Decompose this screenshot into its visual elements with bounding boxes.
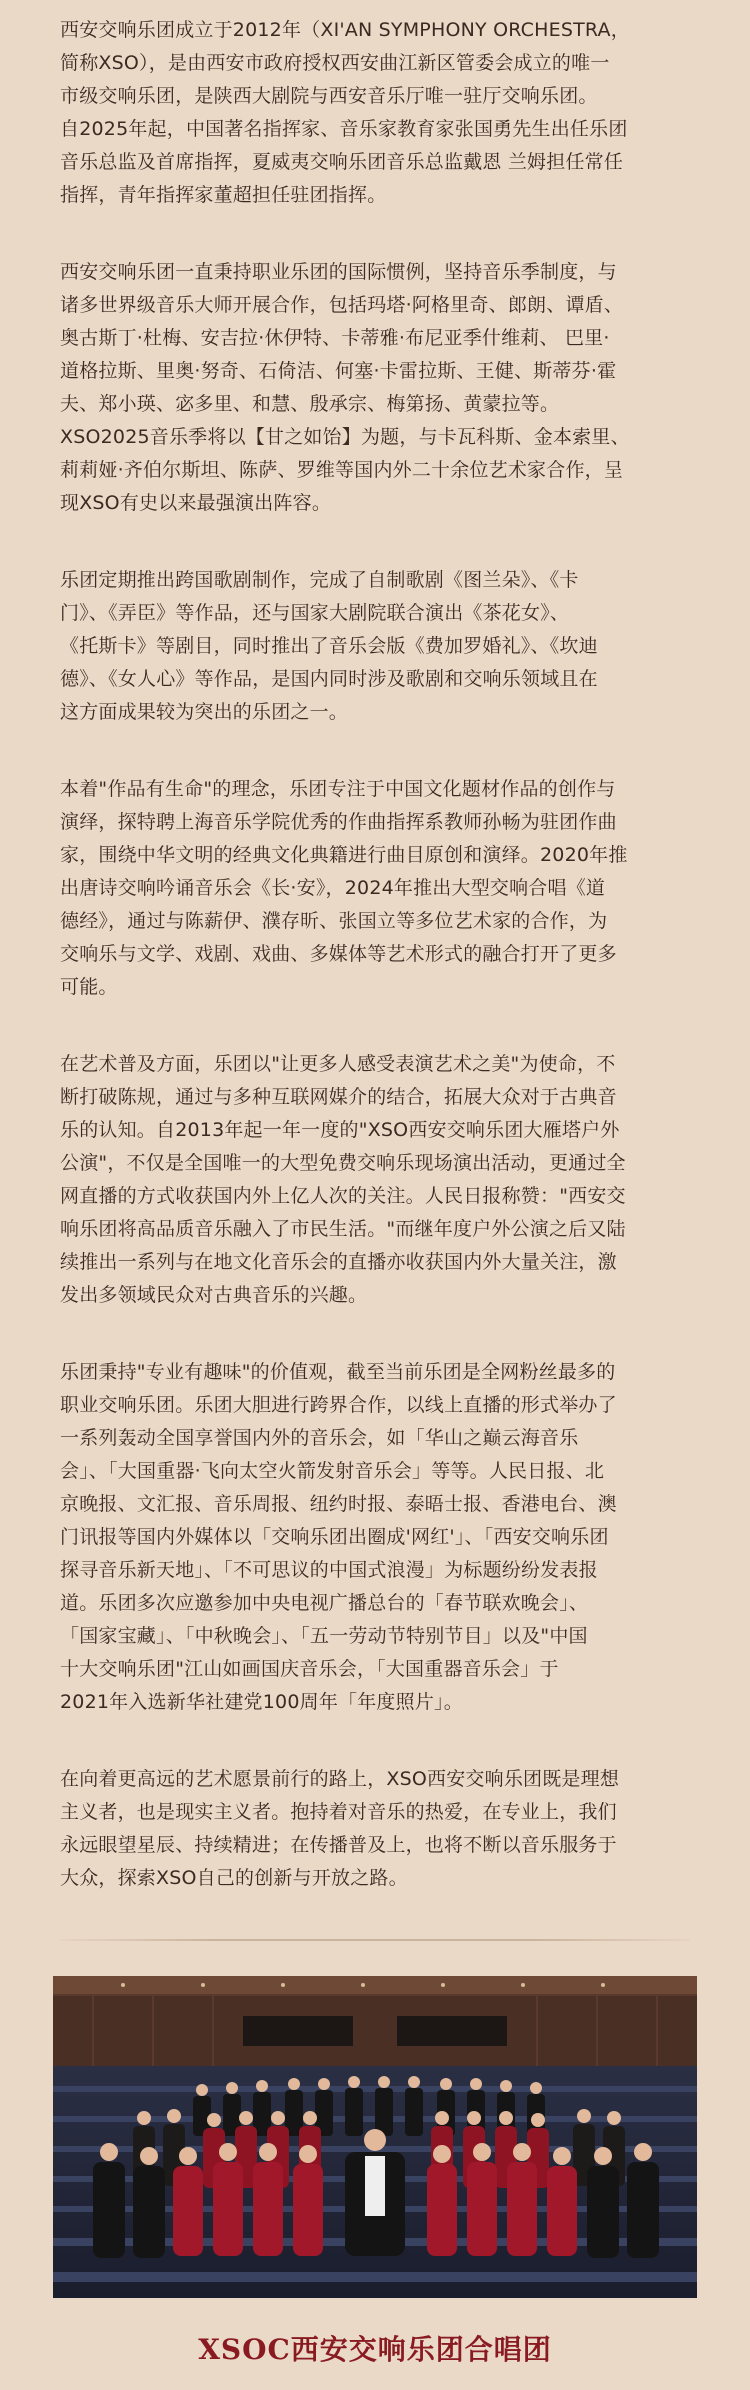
paragraph-line: 德经》，通过与陈薪伊、濮存昕、张国立等多位艺术家的合作，为 bbox=[60, 910, 608, 932]
paragraph-line: 公演"，不仅是全国唯一的大型免费交响乐现场演出活动，更通过全 bbox=[60, 1152, 626, 1174]
paragraph-line: 家，围绕中华文明的经典文化典籍进行曲目原创和演绎。2020年推 bbox=[60, 844, 628, 866]
paragraph-line: 门》、《弄臣》等作品，还与国家大剧院联合演出《茶花女》、 bbox=[60, 602, 570, 624]
paragraph-line: 大众，探索XSO自己的创新与开放之路。 bbox=[60, 1867, 408, 1889]
divider bbox=[60, 1939, 690, 1941]
paragraph-line: 西安交响乐团成立于2012年（XI'AN SYMPHONY ORCHESTRA， bbox=[60, 19, 630, 41]
paragraph-line: 奥古斯丁·杜梅、安吉拉·休伊特、卡蒂雅·布尼亚季什维莉、 巴里· bbox=[60, 327, 610, 349]
article-paragraph bbox=[60, 773, 690, 1004]
paragraph-line: 本着"作品有生命"的理念，乐团专注于中国文化题材作品的创作与 bbox=[60, 778, 616, 800]
paragraph-line: 十大交响乐团"江山如画国庆音乐会，「大国重器音乐会」于 bbox=[60, 1658, 559, 1680]
paragraph-line: 续推出一系列与在地文化音乐会的直播亦收获国内外大量关注，激 bbox=[60, 1251, 617, 1273]
paragraph-line: 指挥，青年指挥家董超担任驻团指挥。 bbox=[60, 184, 387, 206]
paragraph-line: 永远眼望星辰、持续精进；在传播普及上，也将不断以音乐服务于 bbox=[60, 1834, 617, 1856]
paragraph-line: 现XSO有史以来最强演出阵容。 bbox=[60, 492, 332, 514]
article-paragraph bbox=[60, 14, 690, 212]
paragraph-line: 西安交响乐团一直秉持职业乐团的国际惯例，坚持音乐季制度，与 bbox=[60, 261, 617, 283]
paragraph-line: 诸多世界级音乐大师开展合作，包括玛塔·阿格里奇、郎朗、谭盾、 bbox=[60, 294, 624, 316]
paragraph-line: 道格拉斯、里奥·努奇、石倚洁、何塞·卡雷拉斯、王健、斯蒂芬·霍 bbox=[60, 360, 617, 382]
paragraph-line: 职业交响乐团。乐团大胆进行跨界合作，以线上直播的形式举办了 bbox=[60, 1394, 617, 1416]
concert-hall-photo-illustration bbox=[53, 1976, 697, 2298]
paragraph-line: 可能。 bbox=[60, 976, 118, 998]
paragraph-line: 道。乐团多次应邀参加中央电视广播总台的「春节联欢晚会」、 bbox=[60, 1592, 589, 1614]
paragraph-line: 会」、「大国重器·飞向太空火箭发射音乐会」等等。人民日报、北 bbox=[60, 1460, 605, 1482]
paragraph-line: 京晚报、文汇报、音乐周报、纽约时报、泰晤士报、香港电台、澳 bbox=[60, 1493, 617, 1515]
paragraph-line: 主义者，也是现实主义者。抱持着对音乐的热爱，在专业上，我们 bbox=[60, 1801, 617, 1823]
paragraph-line: 响乐团将高品质音乐融入了市民生活。"而继年度户外公演之后又陆 bbox=[60, 1218, 626, 1240]
paragraph-line: 简称XSO），是由西安市政府授权西安曲江新区管委会成立的唯一 bbox=[60, 52, 610, 74]
paragraph-line: 门讯报等国内外媒体以「交响乐团出圈成'网红'」、「西安交响乐团 bbox=[60, 1526, 609, 1548]
article-paragraph bbox=[60, 564, 690, 729]
paragraph-line: 「国家宝藏」、「中秋晚会」、「五一劳动节特别节目」以及"中国 bbox=[60, 1625, 588, 1647]
paragraph-line: 演绎，探特聘上海音乐学院优秀的作曲指挥系教师孙畅为驻团作曲 bbox=[60, 811, 617, 833]
paragraph-line: 在向着更高远的艺术愿景前行的路上，XSO西安交响乐团既是理想 bbox=[60, 1768, 620, 1790]
article-paragraph bbox=[60, 256, 690, 520]
paragraph-line: 交响乐与文学、戏剧、戏曲、多媒体等艺术形式的融合打开了更多 bbox=[60, 943, 617, 965]
paragraph-line: 《托斯卡》等剧目，同时推出了音乐会版《费加罗婚礼》、《坎迪 bbox=[60, 635, 598, 657]
paragraph-line: 音乐总监及首席指挥，夏威夷交响乐团音乐总监戴恩 兰姆担任常任 bbox=[60, 151, 624, 173]
paragraph-line: XSO2025音乐季将以【甘之如饴】为题，与卡瓦科斯、金本索里、 bbox=[60, 426, 630, 448]
article-paragraph bbox=[60, 1356, 690, 1719]
paragraph-line: 在艺术普及方面，乐团以"让更多人感受表演艺术之美"为使命，不 bbox=[60, 1053, 616, 1075]
paragraph-line: 这方面成果较为突出的乐团之一。 bbox=[60, 701, 349, 723]
paragraph-line: 乐的认知。自2013年起一年一度的"XSO西安交响乐团大雁塔户外 bbox=[60, 1119, 620, 1141]
paragraph-line: 发出多领域民众对古典音乐的兴趣。 bbox=[60, 1284, 368, 1306]
article-body bbox=[60, 14, 690, 1895]
paragraph-line: 莉莉娅·齐伯尔斯坦、陈萨、罗维等国内外二十余位艺术家合作，呈 bbox=[60, 459, 624, 481]
paragraph-line: 夫、郑小瑛、宓多里、和慧、殷承宗、梅第扬、黄蒙拉等。 bbox=[60, 393, 560, 415]
paragraph-line: 一系列轰动全国享誉国内外的音乐会，如「华山之巅云海音乐 bbox=[60, 1427, 579, 1449]
choir-group-photo bbox=[53, 1976, 697, 2298]
paragraph-line: 乐团秉持"专业有趣味"的价值观，截至当前乐团是全网粉丝最多的 bbox=[60, 1361, 616, 1383]
paragraph-line: 市级交响乐团，是陕西大剧院与西安音乐厅唯一驻厅交响乐团。 bbox=[60, 85, 598, 107]
article-paragraph bbox=[60, 1763, 690, 1895]
paragraph-line: 网直播的方式收获国内外上亿人次的关注。人民日报称赞："西安交 bbox=[60, 1185, 626, 1207]
photo-caption: XSOC西安交响乐团合唱团 bbox=[198, 2333, 552, 2366]
paragraph-line: 断打破陈规，通过与多种互联网媒介的结合，拓展大众对于古典音 bbox=[60, 1086, 617, 1108]
paragraph-line: 探寻音乐新天地」、「不可思议的中国式浪漫」为标题纷纷发表报 bbox=[60, 1559, 598, 1581]
paragraph-line: 2021年入选新华社建党100周年「年度照片」。 bbox=[60, 1691, 463, 1713]
paragraph-line: 出唐诗交响吟诵音乐会《长·安》，2024年推出大型交响合唱《道 bbox=[60, 877, 606, 899]
paragraph-line: 乐团定期推出跨国歌剧制作，完成了自制歌剧《图兰朵》、《卡 bbox=[60, 569, 579, 591]
paragraph-line: 德》、《女人心》等作品，是国内同时涉及歌剧和交响乐领域且在 bbox=[60, 668, 598, 690]
paragraph-line: 自2025年起，中国著名指挥家、音乐家教育家张国勇先生出任乐团 bbox=[60, 118, 628, 140]
article-paragraph bbox=[60, 1048, 690, 1312]
